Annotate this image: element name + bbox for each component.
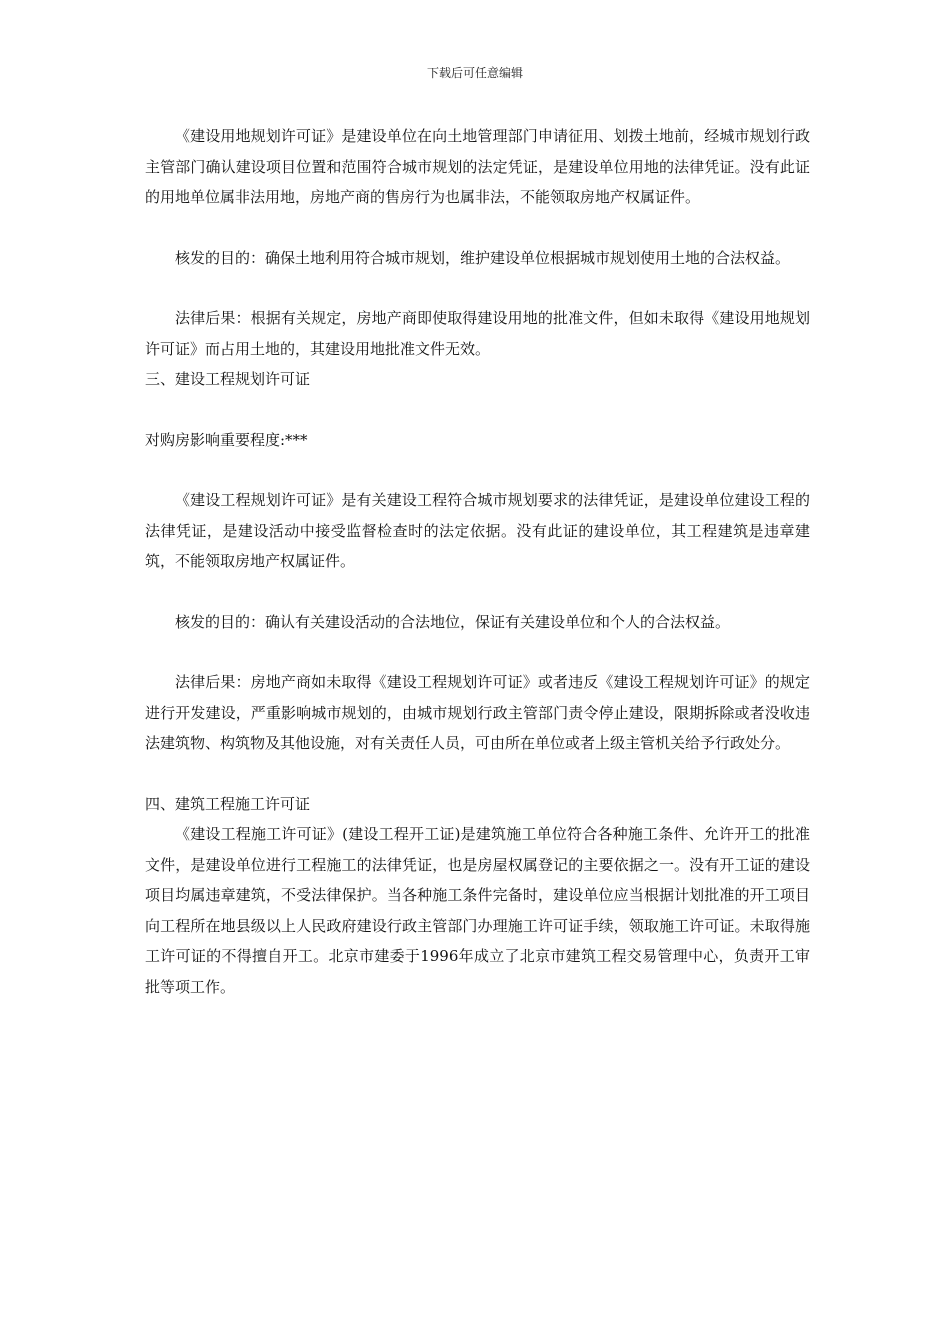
paragraph-construction-permit: 《建设工程施工许可证》(建设工程开工证)是建筑施工单位符合各种施工条件、允许开工的批准文件，是建设单位进行工程施工的法律凭证，也是房屋权属登记的主要依据之一。没有开工证的建设项目均属违章建筑，不受法律保护。当各种施工条件完备时，建设单位应当根据计划批准的开工项目向工程所在地县级以上人民政府建设行政主管部门办理施工许可证手续，领取施工许可证。未取得施工许可证的不得擅自开工。北京市建委于1996年成立了北京市建筑工程交易管理中心，负责开工审批等项工作。 (145, 825, 810, 996)
paragraph-engineering-purpose: 核发的目的：确认有关建设活动的合法地位，保证有关建设单位和个人的合法权益。 (175, 612, 731, 631)
paragraph-engineering-legal-consequence: 法律后果：房地产商如未取得《建设工程规划许可证》或者违反《建设工程规划许可证》的规定进行开发建设，严重影响城市规划的，由城市规划行政主管部门责令停止建设，限期拆除或者没收违法建筑物、构筑物及其他设施，对有关责任人员，可由所在单位或者上级主管机关给予行政处分。 (145, 673, 810, 752)
paragraph-engineering-permit: 《建设工程规划许可证》是有关建设工程符合城市规划要求的法律凭证，是建设单位建设工程的法律凭证，是建设活动中接受监督检查时的法定依据。没有此证的建设单位，其工程建筑是违章建筑，不能领取房地产权属证件。 (145, 491, 810, 570)
section-heading-4: 四、建筑工程施工许可证 (145, 794, 311, 813)
paragraph-land-legal-consequence: 法律后果：根据有关规定，房地产商即使取得建设用地的批准文件，但如未取得《建设用地规划许可证》而占用土地的，其建设用地批准文件无效。 (145, 309, 810, 358)
paragraph-land-purpose: 核发的目的：确保土地利用符合城市规划，维护建设单位根据城市规划使用土地的合法权益。 (175, 248, 791, 267)
importance-rating: 对购房影响重要程度:*** (145, 430, 308, 449)
paragraph-land-use-permit: 《建设用地规划许可证》是建设单位在向土地管理部门申请征用、划拨土地前，经城市规划行政主管部门确认建设项目位置和范围符合城市规划的法定凭证，是建设单位用地的法律凭证。没有此证的用地单位属非法用地，房地产商的售房行为也属非法，不能领取房地产权属证件。 (145, 127, 810, 206)
page-header: 下载后可任意编辑 (426, 66, 523, 80)
section-heading-3: 三、建设工程规划许可证 (145, 370, 311, 388)
document-body (145, 121, 810, 1002)
